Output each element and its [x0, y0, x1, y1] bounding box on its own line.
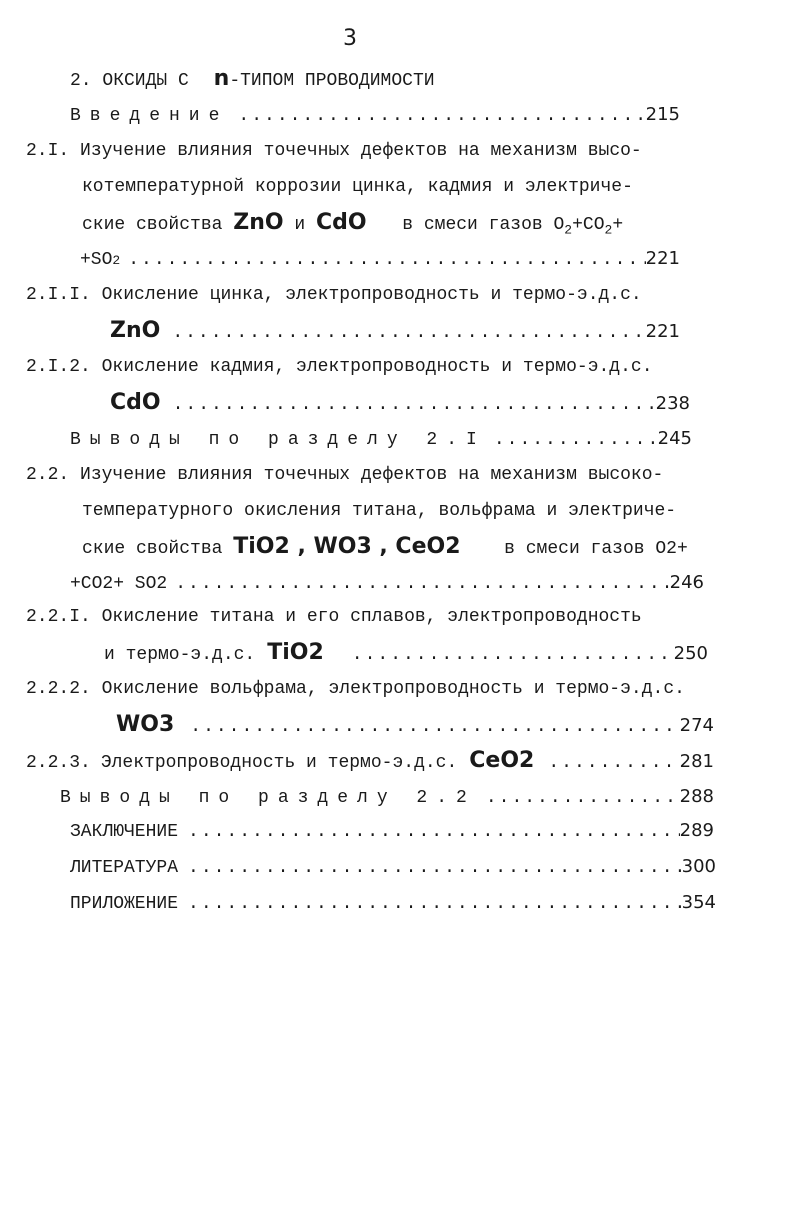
page-ref: 300 — [681, 856, 716, 877]
page-ref: 246 — [669, 572, 704, 593]
page-ref: 215 — [645, 104, 680, 125]
toc-entry-2-2-2[interactable]: 2.2.2. Окисление вольфрама, электропроводность и термо-э.д.с. — [26, 679, 685, 699]
n-type-letter: n — [213, 66, 230, 91]
page-number: 3 — [343, 26, 357, 51]
page-ref: 221 — [645, 248, 680, 269]
chapter-heading: 2. ОКСИДЫ С n-ТИПОМ ПРОВОДИМОСТИ — [70, 66, 435, 91]
toc-entry-2-2-1[interactable]: 2.2.I. Окисление титана и его сплавов, электропроводность — [26, 607, 642, 627]
page-ref: 221 — [645, 321, 680, 342]
toc-entry-2-2-3[interactable]: 2.2.3. Электропроводность и термо-э.д.с. CeO2 ..... 281 — [26, 744, 714, 778]
page-ref: 250 — [673, 643, 708, 664]
formula-cdo: CdO — [316, 210, 367, 235]
toc-entry-conclusion[interactable]: ЗАКЛЮЧЕНИЕ ..... 289 — [70, 814, 714, 848]
toc-entry-2-2[interactable]: 2.2. Изучение влияния точечных дефектов на механизм высоко- — [26, 465, 664, 485]
toc-entry-conclusions-2-1[interactable]: Выводы по разделу 2.I ..... 245 — [70, 422, 692, 456]
page-ref: 281 — [679, 751, 714, 772]
page-ref: 288 — [679, 786, 714, 807]
toc-entry-2-1[interactable]: 2.I. Изучение влияния точечных дефектов на механизм высо- — [26, 141, 642, 161]
page-ref: 274 — [679, 715, 714, 736]
formula-ceo2: CeO2 — [469, 748, 535, 773]
formula-cdo: CdO — [110, 390, 161, 415]
page-ref: 354 — [681, 892, 716, 913]
document-page: 3 2. ОКСИДЫ С n-ТИПОМ ПРОВОДИМОСТИ Введение ..... 215 2.I. Изучение влияния точечных дефектов на механизм высо- котемпературной коррозии цинка, кадмия и электриче- ские свойства ZnO и CdO в смеси газов $O_2+CO_2+$ +SO 2 ..... 221 2.I.I. Окисление цинка, электропроводность и термо-э.д.с. ZnO ..... 221 2.I.2. Окисление кадмия, электропроводность и термо-э.д.с. CdO ..... 238 Выводы по разделу 2.I ..... 245 2.2. Изучение влияния точечных дефектов на механизм высоко- температурного окисления титана, вольфрама и электриче- ские свойства TiO2 , WO3 , CeO2 в смеси газов O2+ +CO2+ SO2 ..... 246 2.2.I. Окисление титана и его сплавов, электропроводность и термо-э.д.с. TiO2 ..... 250 2.2.2. Окисление вольфрама, электропроводность и термо-э.д.с. WO3 ..... 274 2.2.3. Электропроводность и термо-э.д.с. CeO2 ..... 281 Выводы по разделу 2.2 ..... 288 ЗАКЛЮЧЕНИЕ ..... 289 ЛИТЕРАТУРА ..... 300 ПРИЛОЖЕНИЕ ..... 354 — [0, 0, 799, 1223]
formulas-tio2-wo3-ceo2: TiO2 , WO3 , CeO2 — [233, 534, 461, 559]
page-ref: 289 — [679, 820, 714, 841]
formula-wo3: WO3 — [116, 712, 175, 737]
toc-entry-appendix[interactable]: ПРИЛОЖЕНИЕ ..... 354 — [70, 886, 716, 920]
toc-entry-conclusions-2-2[interactable]: Выводы по разделу 2.2 ..... 288 — [60, 780, 714, 814]
toc-entry-literature[interactable]: ЛИТЕРАТУРА ..... 300 — [70, 850, 716, 884]
formula-tio2: TiO2 — [267, 640, 324, 665]
formula-zno: ZnO — [110, 318, 161, 343]
toc-entry-introduction[interactable]: Введение ..... 215 — [70, 98, 680, 132]
toc-entry-2-1-1[interactable]: 2.I.I. Окисление цинка, электропроводность и термо-э.д.с. — [26, 285, 642, 305]
page-ref: 245 — [657, 428, 692, 449]
toc-entry-2-1-2[interactable]: 2.I.2. Окисление кадмия, электропроводность и термо-э.д.с. — [26, 357, 653, 377]
page-ref: 238 — [655, 393, 690, 414]
formula-zno: ZnO — [233, 210, 284, 235]
